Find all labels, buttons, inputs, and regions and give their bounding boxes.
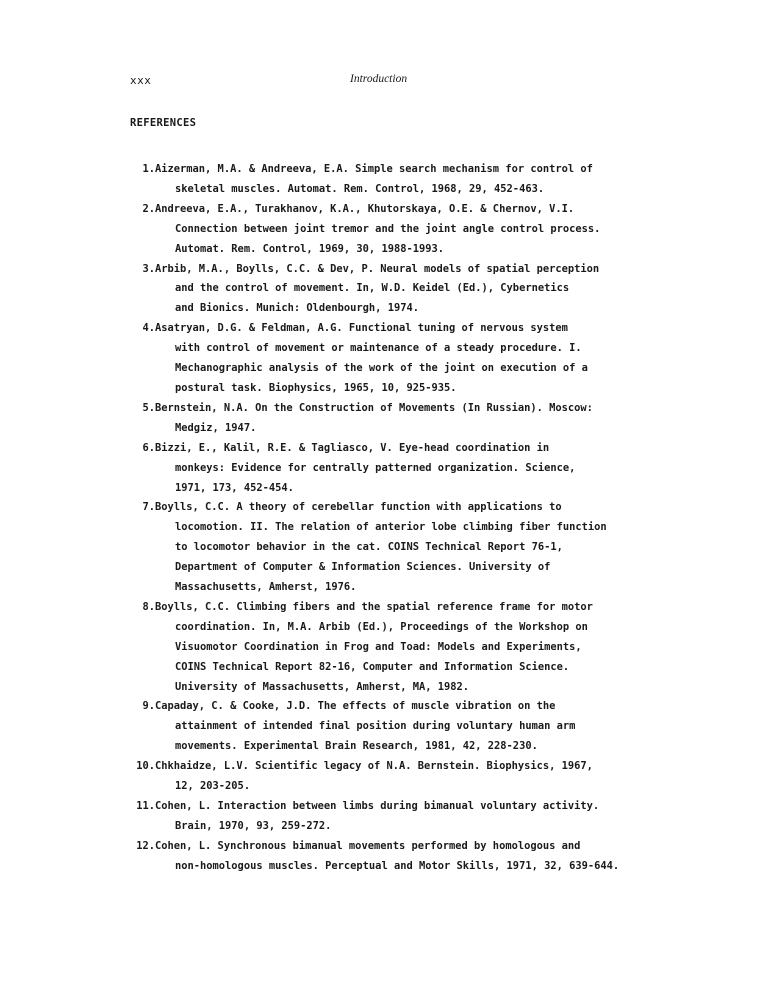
reference-line: Visuomotor Coordination in Frog and Toad: Models and Experiments, [175,640,582,653]
reference-line: Capaday, C. & Cooke, J.D. The effects of muscle vibration on the [155,700,556,713]
reference-line: Cohen, L. Synchronous bimanual movements performed by homologous and [155,839,581,852]
reference-line: Mechanographic analysis of the work of the joint on execution of a [175,362,588,375]
reference-line: 12, 203-205. [175,780,251,793]
reference-line: monkeys: Evidence for centrally patterned organization. Science, [175,461,576,474]
reference-line: Asatryan, D.G. & Feldman, A.G. Functional tuning of nervous system [155,322,568,335]
reference-item [130,319,650,399]
reference-line: Boylls, C.C. A theory of cerebellar function with applications to [155,501,562,514]
reference-number: 6. [142,441,155,454]
reference-text [155,160,650,200]
reference-line: coordination. In, M.A. Arbib (Ed.), Proceedings of the Workshop on [175,620,588,633]
reference-line: Bizzi, E., Kalil, R.E. & Tagliasco, V. Eye-head coordination in [155,441,550,454]
reference-text [155,757,650,797]
reference-number: 11. [136,800,155,812]
page-number: xxx [130,74,152,87]
reference-number: 4. [142,322,155,335]
reference-line: Arbib, M.A., Boylls, C.C. & Dev, P. Neural models of spatial perception [155,262,600,275]
reference-item [130,797,650,837]
reference-item [130,757,650,797]
reference-line: locomotion. II. The relation of anterior lobe climbing fiber function [175,521,607,534]
reference-item [130,399,650,439]
reference-line: with control of movement or maintenance of a steady procedure. I. [175,342,582,355]
reference-line: University of Massachusetts, Amherst, MA, 1982. [175,680,470,693]
reference-line: Cohen, L. Interaction between limbs during bimanual voluntary activity. [155,800,600,812]
reference-text [155,797,650,837]
reference-line: to locomotor behavior in the cat. COINS Technical Report 76-1, [175,541,563,554]
reference-line: Massachusetts, Amherst, 1976. [175,581,357,594]
reference-line: Automat. Rem. Control, 1969, 30, 1988-1993. [175,242,444,255]
reference-line: and Bionics. Munich: Oldenbourgh, 1974. [175,302,419,315]
running-head: Introduction [350,73,408,85]
reference-line: Medgiz, 1947. [175,421,257,434]
reference-line: non-homologous muscles. Perceptual and Motor Skills, 1971, 32, 639-644. [175,859,620,872]
reference-number: 2. [142,202,155,215]
reference-line: Chkhaidze, L.V. Scientific legacy of N.A. Bernstein. Biophysics, 1967, [155,760,593,773]
reference-text [155,399,650,439]
reference-text [155,598,650,698]
reference-number: 9. [142,700,155,713]
reference-item [130,439,650,499]
reference-item [130,160,650,200]
reference-list [130,160,650,877]
reference-line: movements. Experimental Brain Research, 1981, 42, 228-230. [175,740,538,753]
reference-text [155,200,650,260]
reference-item [130,598,650,698]
reference-text [155,498,650,598]
reference-number: 3. [142,262,155,275]
reference-item [130,498,650,598]
reference-item [130,200,650,260]
reference-item [130,260,650,320]
reference-number: 5. [142,401,155,414]
reference-line: Andreeva, E.A., Turakhanov, K.A., Khutorskaya, O.E. & Chernov, V.I. [155,202,575,215]
reference-text [155,319,650,399]
reference-line: Department of Computer & Information Sciences. University of [175,561,551,574]
reference-number: 8. [142,600,155,613]
reference-line: Aizerman, M.A. & Andreeva, E.A. Simple search mechanism for control of [155,163,593,175]
section-heading: REFERENCES [130,117,197,129]
reference-text [155,439,650,499]
reference-line: Bernstein, N.A. On the Construction of Movements (In Russian). Moscow: [155,401,593,414]
reference-line: attainment of intended final position during voluntary human arm [175,720,576,733]
reference-line: Brain, 1970, 93, 259-272. [175,819,332,832]
reference-item [130,837,650,877]
reference-line: 1971, 173, 452-454. [175,481,294,494]
reference-number: 7. [142,501,155,514]
reference-line: COINS Technical Report 82-16, Computer and Information Science. [175,660,570,673]
reference-line: Connection between joint tremor and the joint angle control process. [175,222,601,235]
reference-line: postural task. Biophysics, 1965, 10, 925-935. [175,381,457,394]
reference-item [130,697,650,757]
reference-line: and the control of movement. In, W.D. Keidel (Ed.), Cybernetics [175,282,570,295]
reference-line: Boylls, C.C. Climbing fibers and the spatial reference frame for motor [155,600,593,613]
reference-text [155,697,650,757]
reference-text [155,260,650,320]
reference-number: 12. [136,839,155,852]
reference-line: skeletal muscles. Automat. Rem. Control, 1968, 29, 452-463. [175,182,545,195]
reference-text [155,837,650,877]
reference-number: 10. [136,760,155,773]
reference-number: 1. [142,163,155,175]
